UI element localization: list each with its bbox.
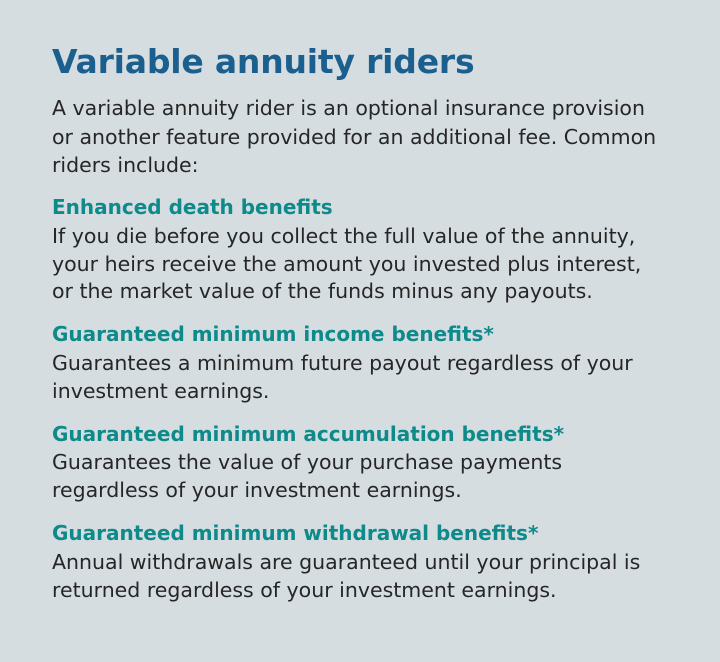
rider-section-guaranteed-minimum-withdrawal-benefits: [52, 521, 668, 604]
section-heading: Guaranteed minimum income benefits*: [52, 322, 494, 347]
rider-section-guaranteed-minimum-income-benefits: [52, 322, 668, 405]
section-body: Annual withdrawals are guaranteed until your principal is returned regardless of your investment earnings.: [52, 549, 641, 602]
page-title: Variable annuity riders: [52, 42, 475, 81]
section-heading: Enhanced death benefits: [52, 195, 333, 220]
rider-section-enhanced-death-benefits: [52, 195, 668, 306]
section-body: Guarantees the value of your purchase payments regardless of your investment earnings.: [52, 450, 563, 503]
section-body: If you die before you collect the full value of the annuity, your heirs receive the amount you invested plus interest, or the market value of the funds minus any payouts.: [52, 223, 642, 304]
rider-section-guaranteed-minimum-accumulation-benefits: [52, 422, 668, 505]
section-body: Guarantees a minimum future payout regardless of your investment earnings.: [52, 350, 633, 403]
section-heading: Guaranteed minimum withdrawal benefits*: [52, 521, 539, 546]
intro-paragraph: A variable annuity rider is an optional insurance provision or another feature provided for an additional fee. Common riders include:: [52, 96, 657, 177]
section-heading: Guaranteed minimum accumulation benefits*: [52, 421, 565, 446]
